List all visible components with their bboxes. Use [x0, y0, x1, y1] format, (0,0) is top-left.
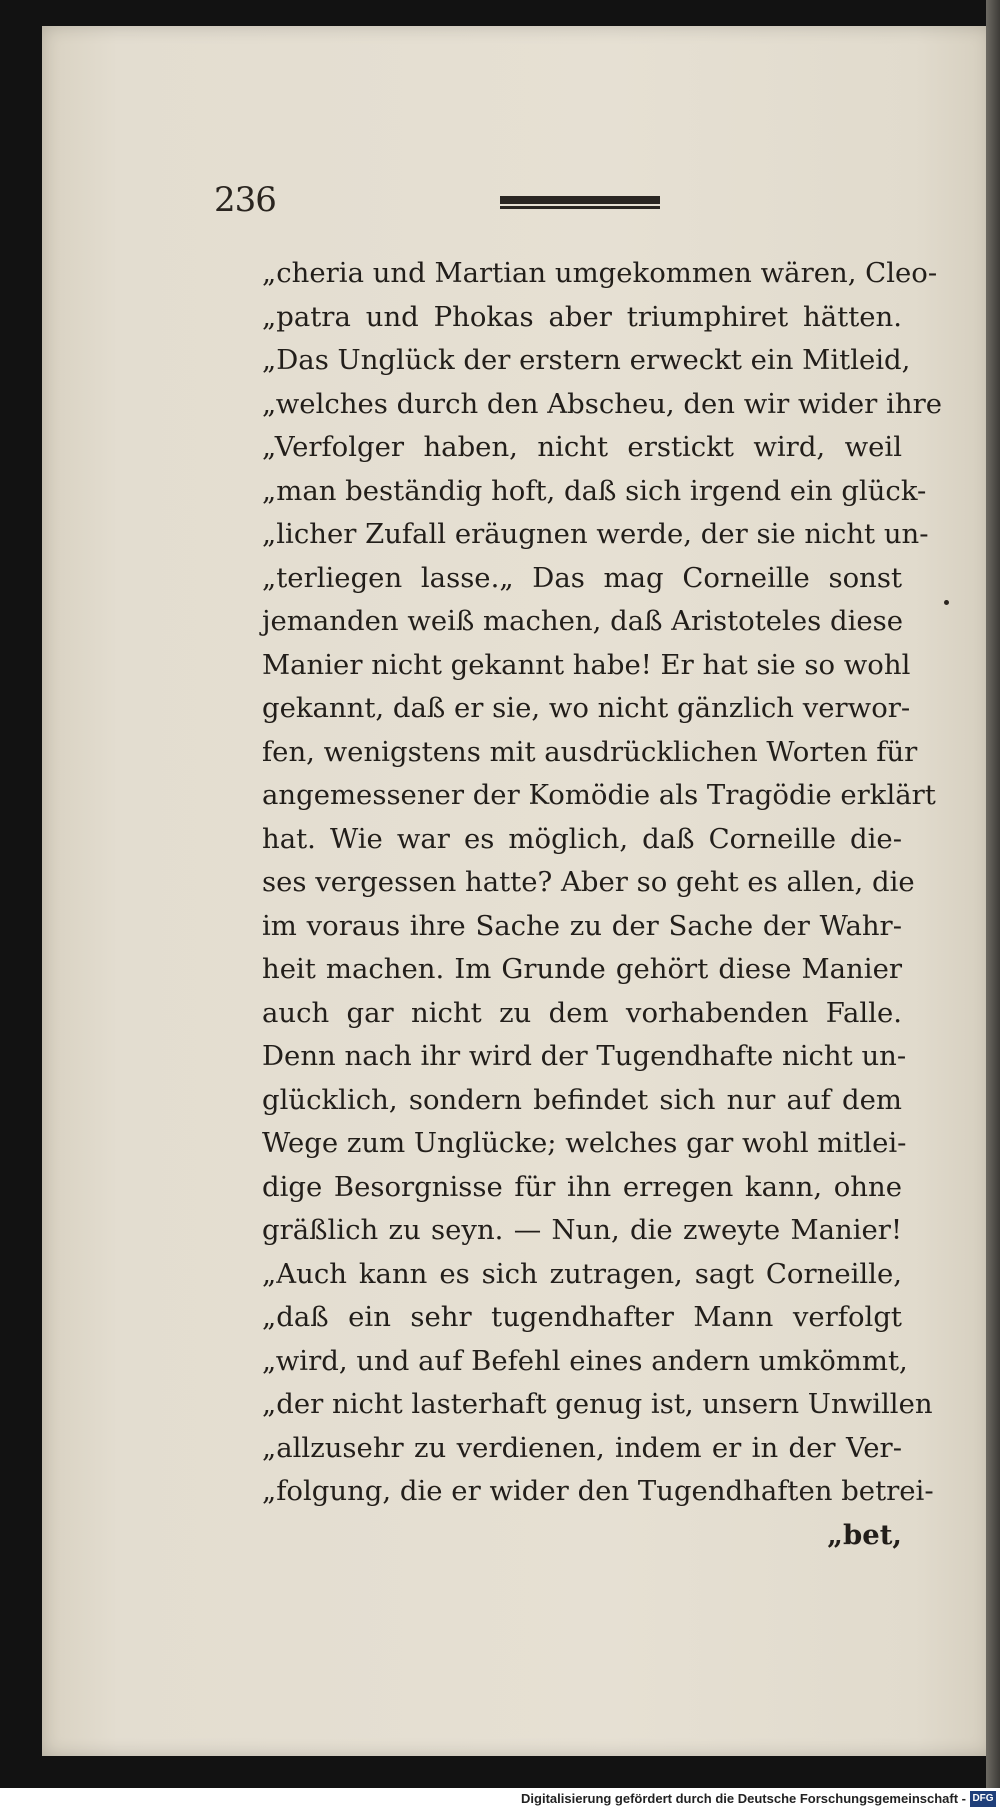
header-rule-thick: [500, 196, 660, 204]
text-line: „Verfolger haben, nicht erstickt wird, weil: [262, 431, 902, 463]
text-line: Wege zum Unglücke; welches gar wohl mitlei-: [262, 1127, 907, 1159]
page-edge: [986, 0, 1000, 1811]
catchword: „bet,: [827, 1518, 902, 1551]
page-number: 236: [214, 180, 276, 220]
text-line: ses vergessen hatte? Aber so geht es allen, die: [262, 866, 915, 898]
text-line: angemessener der Komödie als Tragödie erklärt: [262, 779, 936, 811]
text-line: Manier nicht gekannt habe! Er hat sie so wohl: [262, 648, 911, 681]
text-line: „allzusehr zu verdienen, indem er in der Ver-: [262, 1431, 902, 1464]
text-line: „daß ein sehr tugendhafter Mann verfolgt: [262, 1301, 902, 1333]
text-line: dige Besorgnisse für ihn erregen kann, ohne: [262, 1170, 902, 1203]
text-line: gräßlich zu seyn. — Nun, die zweyte Manier!: [262, 1214, 902, 1246]
text-line: „welches durch den Abscheu, den wir wider ihre: [262, 387, 942, 420]
text-line: „Das Unglück der erstern erweckt ein Mitleid,: [262, 344, 911, 376]
text-line: glücklich, sondern befindet sich nur auf dem: [262, 1083, 902, 1116]
ink-speck: [944, 600, 949, 605]
text-line: „folgung, die er wider den Tugendhaften betrei-: [262, 1475, 934, 1507]
text-line: jemanden weiß machen, daß Aristoteles diese: [262, 605, 904, 637]
text-line: im voraus ihre Sache zu der Sache der Wahr-: [262, 909, 902, 942]
text-line: gekannt, daß er sie, wo nicht gänzlich verwor-: [262, 692, 911, 724]
header-rule: [500, 196, 660, 210]
text-line: „wird, und auf Befehl eines andern umkömmt,: [262, 1344, 908, 1377]
text-line: „cheria und Martian umgekommen wären, Cleo-: [262, 257, 938, 289]
header-rule-thin: [500, 206, 660, 209]
dfg-logo-icon[interactable]: DFG: [970, 1791, 996, 1807]
text-line: fen, wenigstens mit ausdrücklichen Worten für: [262, 735, 918, 768]
text-line: auch gar nicht zu dem vorhabenden Falle.: [262, 996, 902, 1029]
text-line: Denn nach ihr wird der Tugendhafte nicht un-: [262, 1040, 907, 1072]
text-line: „terliegen lasse.„ Das mag Corneille sonst: [262, 561, 902, 594]
body-text: [262, 252, 942, 1557]
text-line: heit machen. Im Grunde gehört diese Manier: [262, 953, 902, 985]
text-line: „Auch kann es sich zutragen, sagt Corneille,: [262, 1257, 902, 1290]
text-line: „licher Zufall eräugnen werde, der sie nicht un-: [262, 518, 929, 550]
text-line: „der nicht lasterhaft genug ist, unsern Unwillen: [262, 1388, 933, 1420]
text-line: hat. Wie war es möglich, daß Corneille die-: [262, 822, 902, 855]
funding-notice: Digitalisierung gefördert durch die Deutsche Forschungsgemeinschaft -: [521, 1791, 966, 1806]
footer-bar: [0, 1788, 1000, 1811]
text-line: „man beständig hoft, daß sich irgend ein glück-: [262, 474, 927, 507]
text-line: „patra und Phokas aber triumphiret hätten.: [262, 300, 902, 333]
